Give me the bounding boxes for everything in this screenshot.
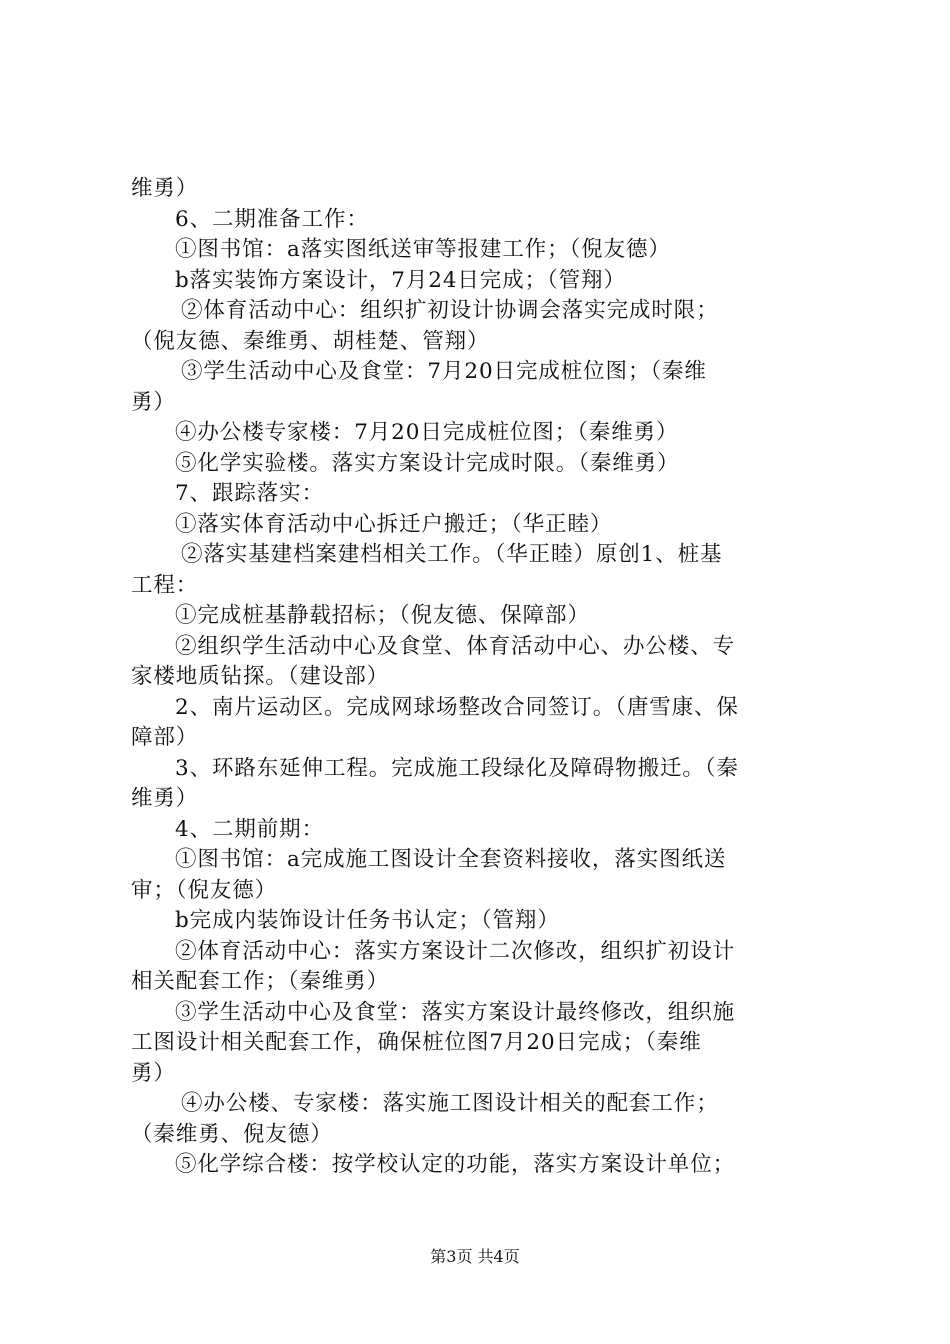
text-line: 工图设计相关配套工作，确保桩位图7月20日完成；（秦维 [131,1030,702,1055]
page-footer: 第3页 共4页 [430,1247,520,1266]
text-line: （倪友德、秦维勇、胡桂楚、管翔） [131,328,490,354]
text-line: 3、环路东延伸工程。完成施工段绿化及障碍物搬迁。（秦 [175,755,739,781]
text-line: ①图书馆：a完成施工图设计全套资料接收，落实图纸送 [175,847,727,872]
document-body [131,174,831,1181]
text-line: 勇） [131,389,176,415]
text-line: ①图书馆：a落实图纸送审等报建工作；（倪友德） [175,237,671,262]
text-line: （秦维勇、倪友德） [131,1121,333,1147]
text-line: 7、跟踪落实： [175,481,324,506]
text-line: 障部） [131,725,199,750]
text-line: b完成内装饰设计任务书认定；（管翔） [175,908,560,933]
text-line: ⑤化学综合楼：按学校认定的功能，落实方案设计单位； [175,1152,736,1177]
text-line: ①完成桩基静载招标；（倪友德、保障部） [175,603,590,628]
text-line: 4、二期前期： [175,816,324,842]
text-line: 审；（倪友德） [131,877,278,903]
text-line: ①落实体育活动中心拆迁户搬迁；（华正睦） [175,511,613,537]
text-line: ⑤化学实验楼。落实方案设计完成时限。（秦维勇） [175,450,680,476]
text-line: ②体育活动中心：落实方案设计二次修改，组织扩初设计 [175,938,736,964]
text-line: 相关配套工作；（秦维勇） [131,969,390,994]
text-line: ④办公楼、专家楼：落实施工图设计相关的配套工作； [181,1091,719,1116]
text-line: 家楼地质钻探。（建设部） [131,664,390,689]
text-line: ②体育活动中心：组织扩初设计协调会落实完成时限； [181,298,719,323]
text-line: 2、南片运动区。完成网球场整改合同签订。（唐雪康、保 [175,694,739,720]
text-line: ④办公楼专家楼：7月20日完成桩位图；（秦维勇） [175,420,679,445]
text-line: 维勇） [131,786,199,811]
text-line: ②落实基建档案建档相关工作。（华正睦）原创1、桩基 [181,542,723,567]
text-line: 工程： [131,572,199,598]
text-line: b落实装饰方案设计，7月24日完成；（管翔） [175,267,626,293]
text-line: 6、二期准备工作： [175,206,369,232]
text-line: 勇） [131,1060,176,1086]
text-line: 维勇） [131,176,199,201]
text-line: ③学生活动中心及食堂：落实方案设计最终修改，组织施 [175,999,736,1025]
text-line: ②组织学生活动中心及食堂、体育活动中心、办公楼、专 [175,633,736,659]
text-line: ③学生活动中心及食堂：7月20日完成桩位图；（秦维 [181,359,707,384]
